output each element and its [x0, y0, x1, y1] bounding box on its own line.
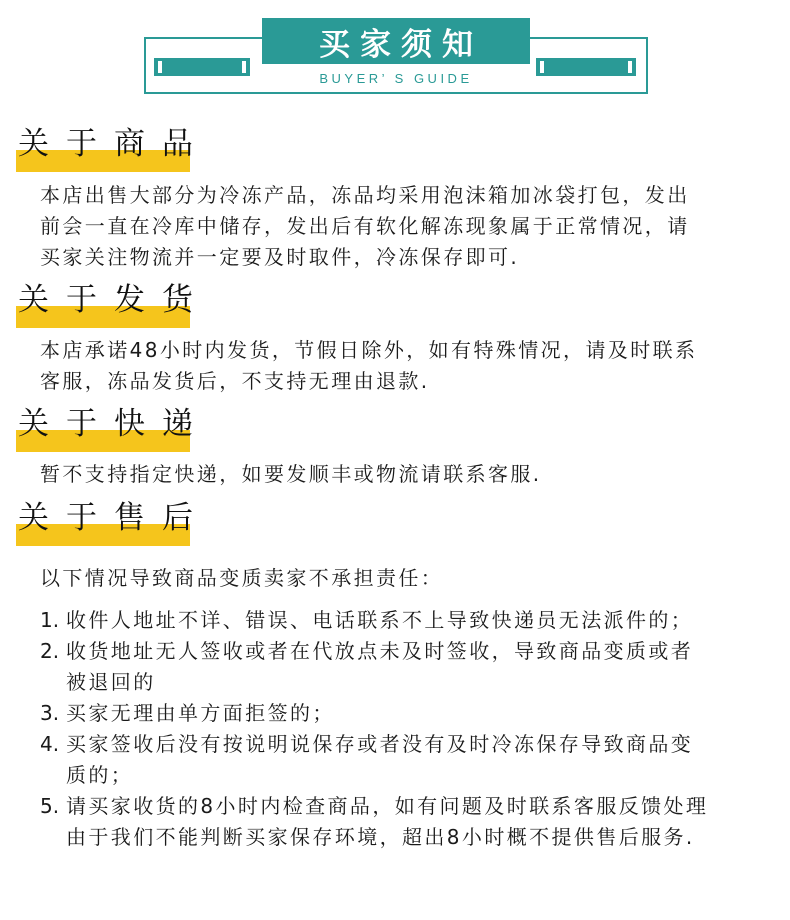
list-number: 5. [40, 794, 60, 818]
section-heading-after-sales [16, 498, 210, 546]
section-text-courier [40, 459, 770, 490]
section-heading-goods [16, 124, 210, 172]
list-text: 买家签收后没有按说明说保存或者没有及时冷冻保存导致商品变 [66, 732, 694, 756]
list-text-continued: 由于我们不能判断买家保存环境，超出8小时概不提供售后服务. [66, 825, 695, 849]
list-number: 1. [40, 608, 60, 632]
page-title: 买家须知 [319, 26, 483, 63]
section-heading-text: 关于快递 [18, 406, 210, 442]
list-item [40, 791, 775, 853]
list-item [40, 636, 775, 698]
list-number: 3. [40, 701, 60, 725]
list-item [40, 605, 775, 636]
list-text-continued: 被退回的 [66, 670, 156, 694]
text-line: 以下情况导致商品变质卖家不承担责任： [40, 566, 444, 590]
section-heading-shipping [16, 280, 210, 328]
section-text-goods [40, 180, 770, 273]
list-text: 收件人地址不详、错误、电话联系不上导致快递员无法派件的； [66, 608, 694, 632]
text-line: 客服，冻品发货后，不支持无理由退款. [40, 369, 430, 393]
section-heading-text: 关于发货 [18, 282, 210, 318]
list-number: 4. [40, 732, 60, 756]
text-line: 本店承诺48小时内发货，节假日除外，如有特殊情况，请及时联系 [40, 338, 698, 362]
text-line: 暂不支持指定快递，如要发顺丰或物流请联系客服. [40, 462, 542, 486]
list-text-continued: 质的； [66, 763, 134, 787]
list-text: 请买家收货的8小时内检查商品，如有问题及时联系客服反馈处理 [66, 794, 709, 818]
banner-subtitle-box [262, 64, 530, 92]
section-text-shipping [40, 335, 770, 397]
list-item [40, 698, 775, 729]
text-line: 买家关注物流并一定要及时取件，冷冻保存即可. [40, 245, 520, 269]
banner-bar-right [536, 58, 636, 76]
after-sales-list [40, 605, 775, 853]
list-item [40, 729, 775, 791]
section-heading-text: 关于商品 [18, 126, 210, 162]
text-line: 前会一直在冷库中储存，发出后有软化解冻现象属于正常情况，请 [40, 214, 690, 238]
list-text: 买家无理由单方面拒签的； [66, 701, 335, 725]
list-text: 收货地址无人签收或者在代放点未及时签收，导致商品变质或者 [66, 639, 694, 663]
list-number: 2. [40, 639, 60, 663]
section-heading-courier [16, 404, 210, 452]
after-sales-intro [40, 563, 770, 594]
banner-bar-left [154, 58, 250, 76]
text-line: 本店出售大部分为冷冻产品，冻品均采用泡沫箱加冰袋打包，发出 [40, 183, 690, 207]
page-subtitle: BUYER’ S GUIDE [319, 70, 473, 86]
banner-title-box [262, 18, 530, 64]
section-heading-text: 关于售后 [18, 500, 210, 536]
